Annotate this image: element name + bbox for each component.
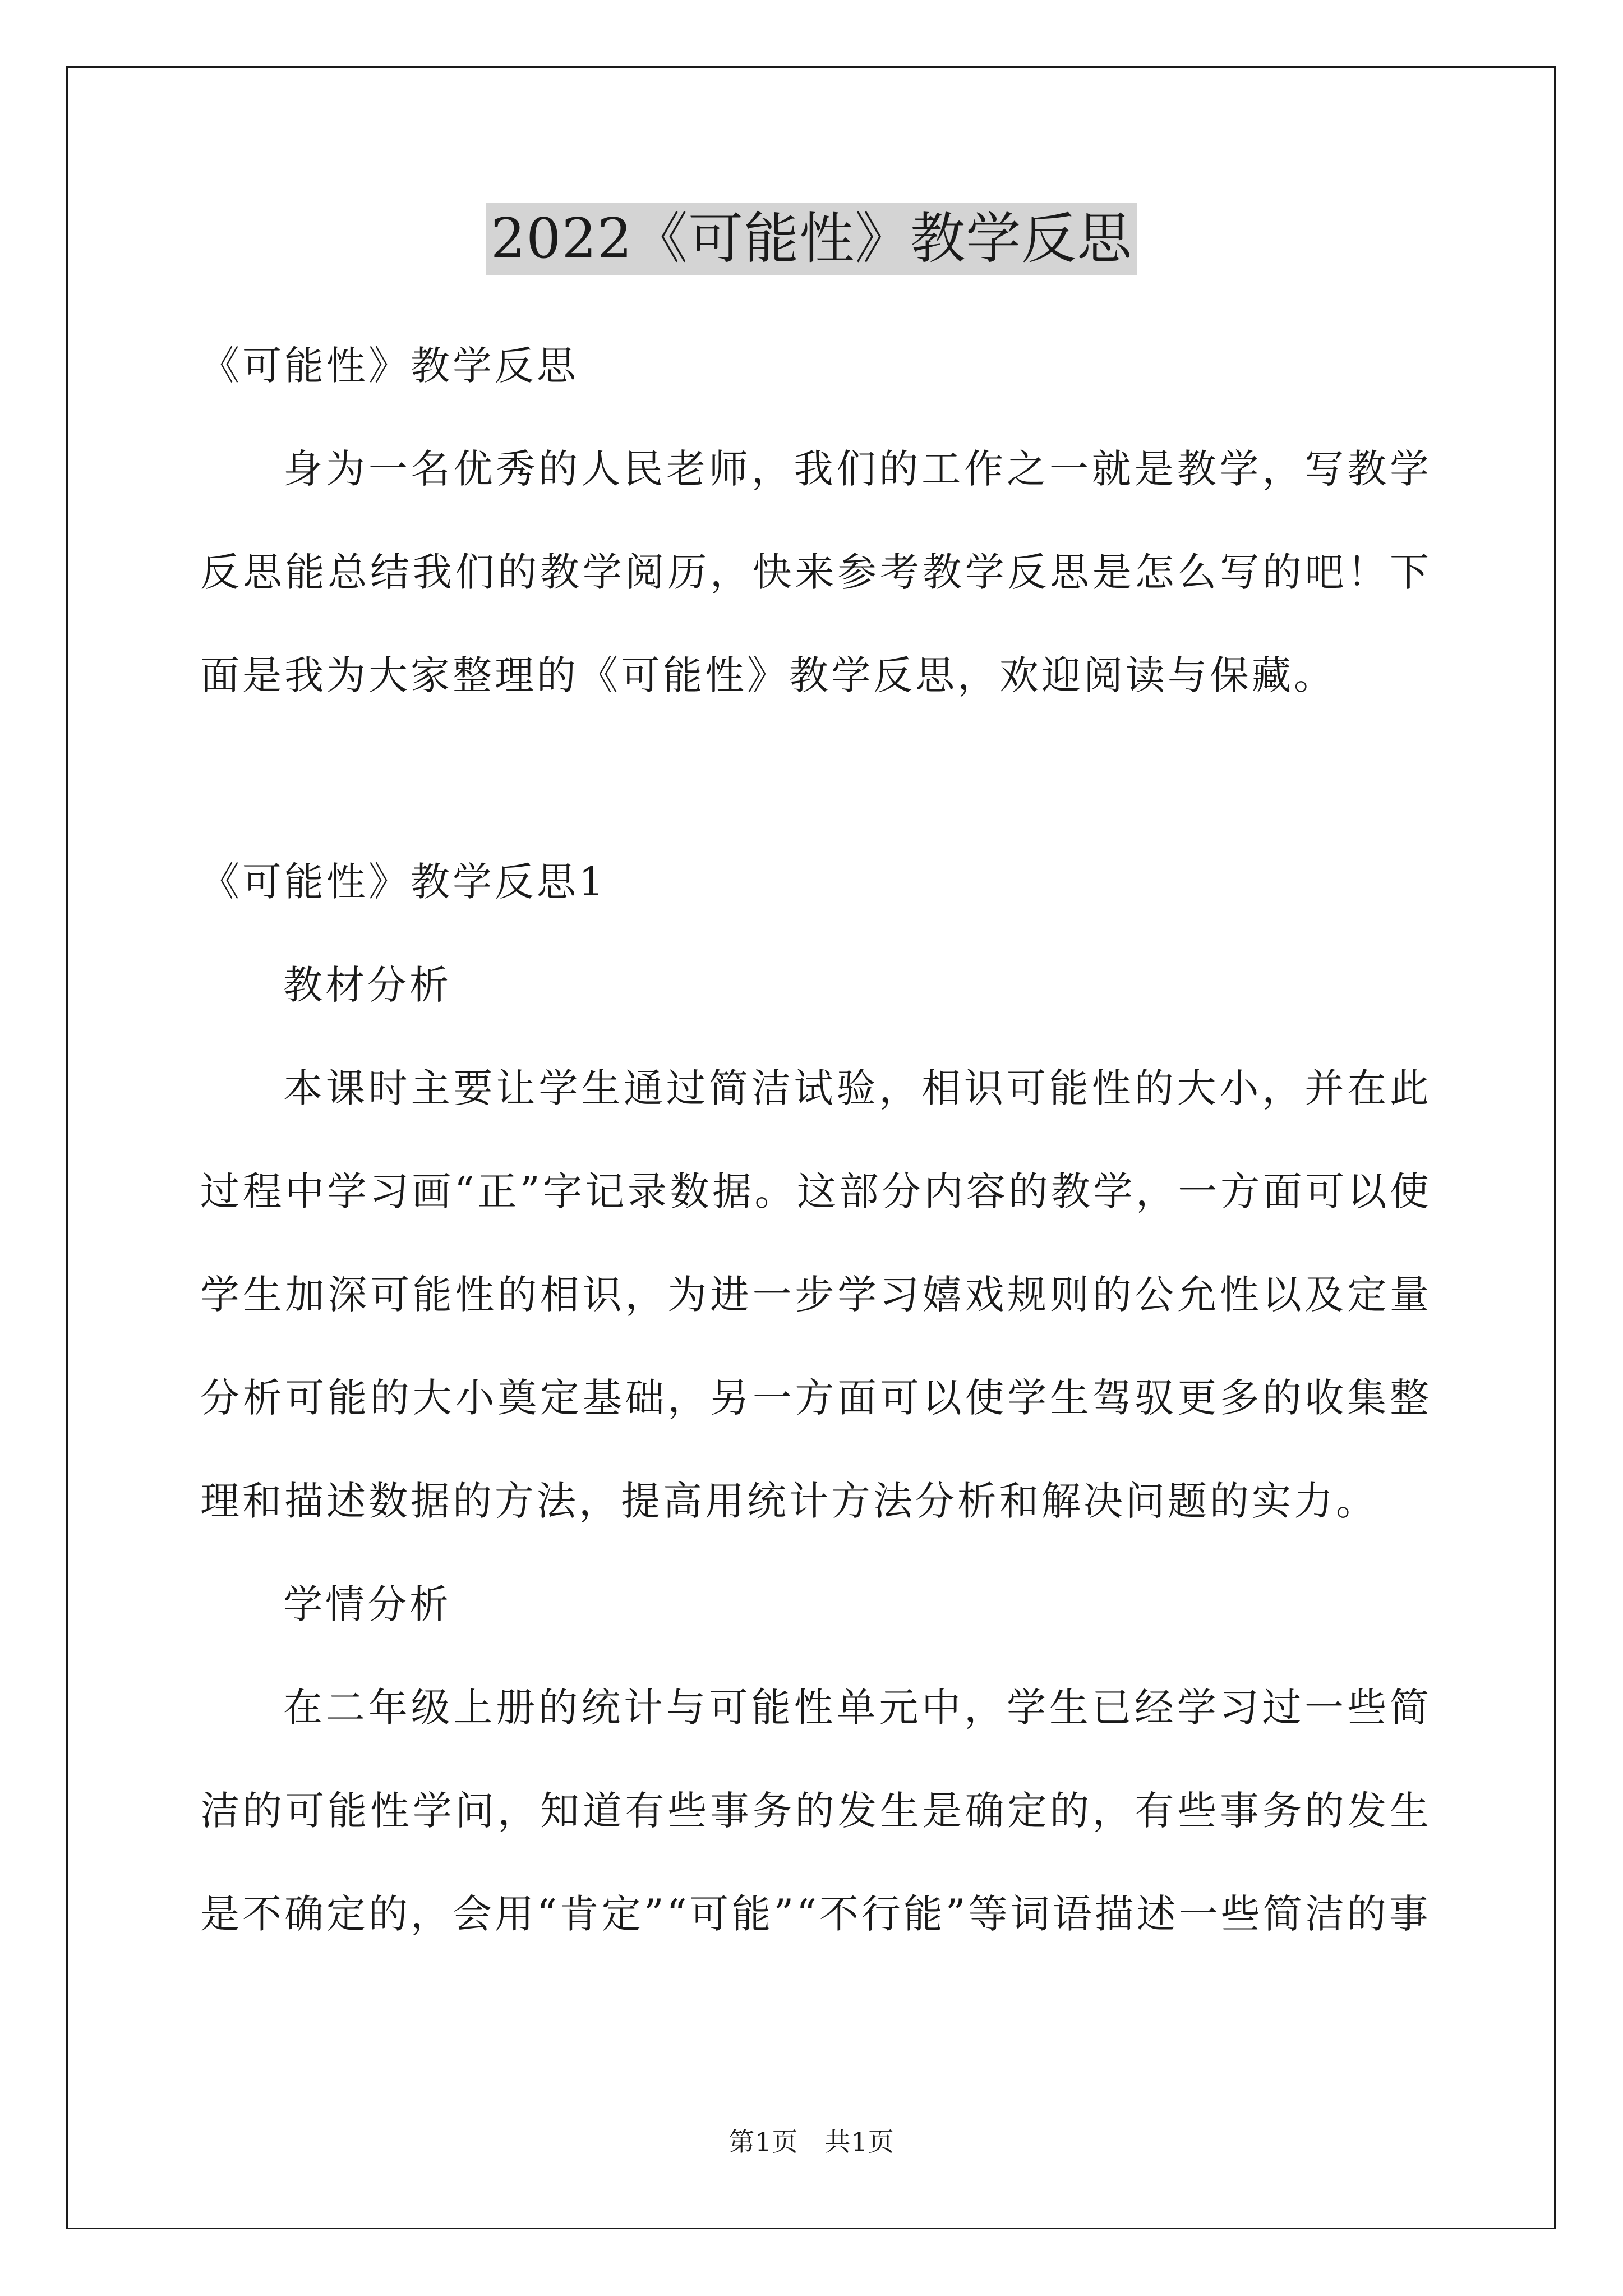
paragraph: 学情分析 — [283, 1581, 451, 1627]
paragraph: 《可能性》教学反思 — [200, 343, 579, 389]
document-title-text: 2022《可能性》教学反思 — [486, 203, 1137, 275]
page-number-footer: 第1页 共1页 — [728, 2127, 895, 2157]
paragraph: 本课时主要让学生通过简洁试验，相识可能性的大小，并在此过程中学习画“正”字记录数据。这部分内容的教学，一方面可以使学生加深可能性的相识，为进一步学习嬉戏规则的公允性以及定量分析可能的大小奠定基础，另一方面可以使学生驾驭更多的收集整理和描述数据的方法，提高用统计方法分析和解决问题的实力。 — [200, 1065, 1432, 1524]
paragraph: 在二年级上册的统计与可能性单元中，学生已经学习过一些简洁的可能性学问，知道有些事务的发生是确定的，有些事务的发生是不确定的，会用“肯定”“可能”“不行能”等词语描述一些简洁的事 — [200, 1685, 1432, 1937]
paragraph: 身为一名优秀的人民老师，我们的工作之一就是教学，写教学反思能总结我们的教学阅历，快来参考教学反思是怎么写的吧！下面是我为大家整理的《可能性》教学反思，欢迎阅读与保藏。 — [200, 446, 1432, 698]
paragraph: 教材分析 — [283, 962, 451, 1008]
document-body — [200, 314, 1432, 1966]
paragraph-spacer — [200, 727, 1432, 830]
document-title — [0, 203, 1623, 275]
paragraph: 《可能性》教学反思1 — [200, 859, 607, 905]
